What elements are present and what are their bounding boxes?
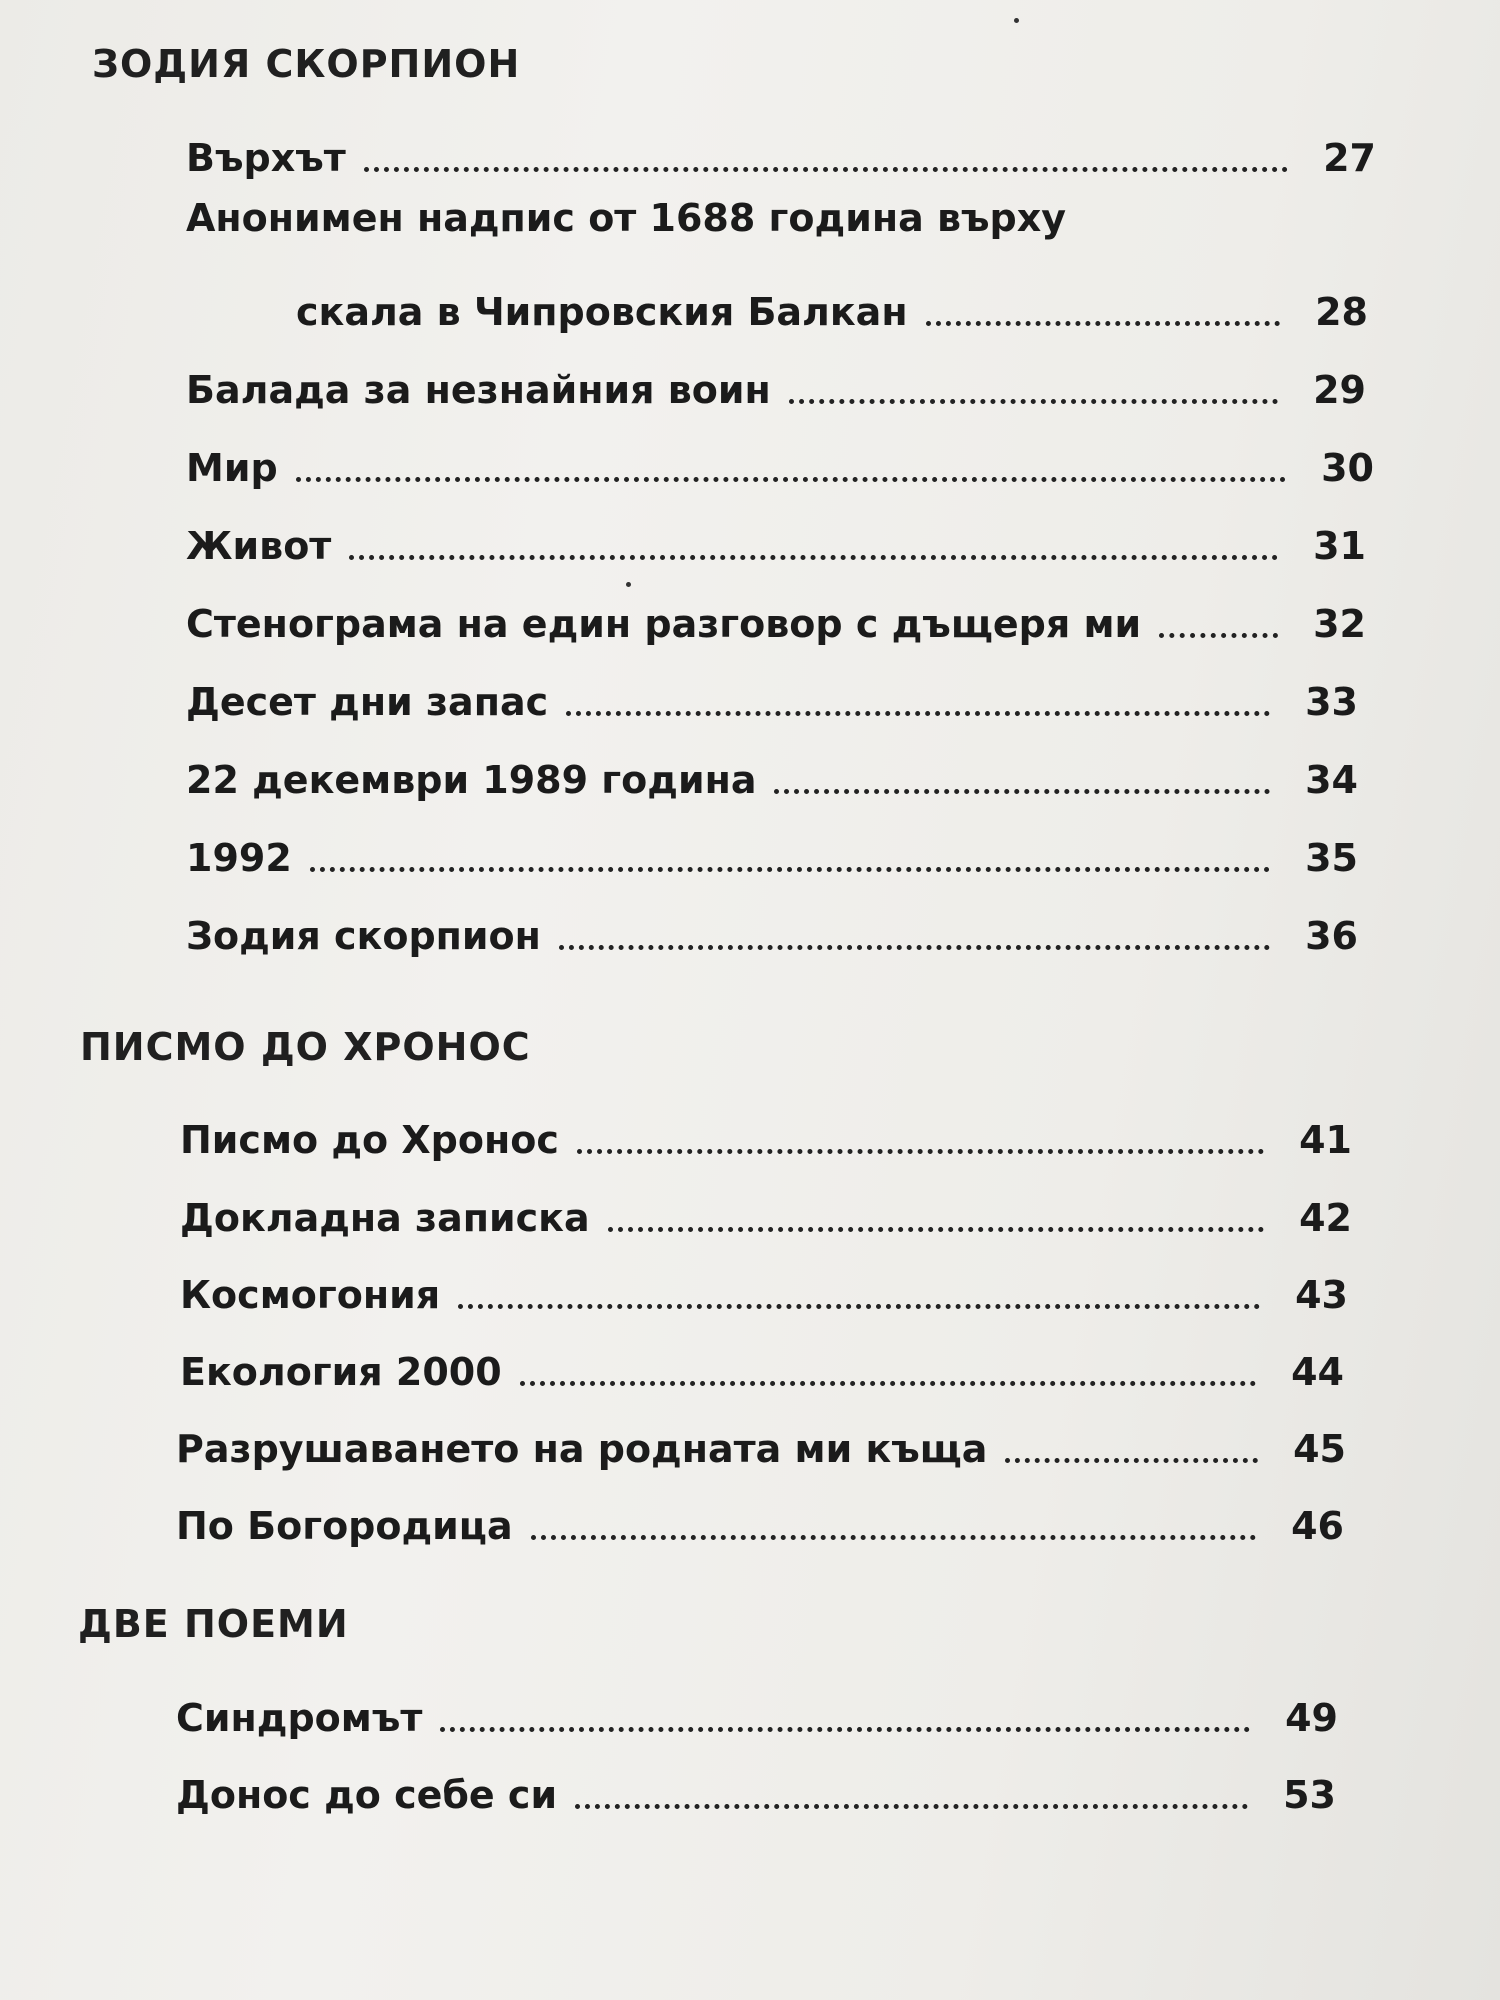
entry-title: 1992 <box>186 836 292 880</box>
entry-page-number: 43 <box>1295 1273 1348 1317</box>
entry-page-number: 53 <box>1283 1773 1336 1817</box>
section-heading: ПИСМО ДО ХРОНОС <box>80 1025 531 1069</box>
toc-entry <box>180 1257 1348 1317</box>
entry-title: Докладна записка <box>180 1196 590 1240</box>
toc-entry <box>180 1180 1352 1240</box>
toc-entry <box>186 430 1374 490</box>
toc-entry <box>186 586 1366 646</box>
toc-entry <box>186 898 1358 958</box>
entry-page-number: 42 <box>1299 1196 1352 1240</box>
entry-page-number: 46 <box>1291 1504 1344 1548</box>
entry-page-number: 30 <box>1321 446 1374 490</box>
entry-page-number: 41 <box>1299 1118 1352 1162</box>
dot-leader <box>789 399 1278 404</box>
section-heading: ДВЕ ПОЕМИ <box>78 1602 349 1646</box>
toc-entry <box>186 820 1358 880</box>
paper-speck <box>626 582 631 587</box>
entry-page-number: 33 <box>1305 680 1358 724</box>
dot-leader <box>1005 1458 1258 1463</box>
entry-title: Върхът <box>186 136 346 180</box>
entry-page-number: 36 <box>1305 914 1358 958</box>
dot-leader <box>608 1227 1264 1232</box>
entry-title: Екология 2000 <box>180 1350 502 1394</box>
entry-page-number: 29 <box>1313 368 1366 412</box>
entry-title: скала в Чипровския Балкан <box>296 290 908 334</box>
entry-page-number: 28 <box>1315 290 1368 334</box>
dot-leader <box>926 321 1280 326</box>
entry-page-number: 45 <box>1293 1427 1346 1471</box>
entry-title: Балада за незнайния воин <box>186 368 771 412</box>
dot-leader <box>575 1804 1248 1809</box>
entry-title: Синдромът <box>176 1696 423 1740</box>
toc-entry <box>180 1102 1352 1162</box>
dot-leader <box>349 555 1278 560</box>
dot-leader <box>440 1727 1250 1732</box>
dot-leader <box>559 945 1270 950</box>
entry-title: Разрушаването на родната ми къща <box>176 1427 988 1471</box>
dot-leader <box>364 167 1288 172</box>
entry-page-number: 44 <box>1291 1350 1344 1394</box>
dot-leader <box>310 867 1270 872</box>
entry-page-number: 49 <box>1285 1696 1338 1740</box>
entry-page-number: 34 <box>1305 758 1358 802</box>
entry-page-number: 35 <box>1305 836 1358 880</box>
dot-leader <box>566 711 1270 716</box>
toc-entry <box>296 274 1368 334</box>
entry-title: Донос до себе си <box>176 1773 558 1817</box>
dot-leader <box>458 1304 1260 1309</box>
toc-entry <box>186 664 1358 724</box>
entry-page-number: 32 <box>1313 602 1366 646</box>
entry-title: Зодия скорпион <box>186 914 541 958</box>
entry-page-number: 31 <box>1313 524 1366 568</box>
toc-entry <box>176 1411 1346 1471</box>
toc-entry <box>176 1488 1344 1548</box>
toc-entry <box>180 1334 1344 1394</box>
toc-entry <box>186 120 1376 180</box>
entry-title: Писмо до Хронос <box>180 1118 559 1162</box>
entry-title: 22 декември 1989 година <box>186 758 757 802</box>
dot-leader <box>531 1535 1256 1540</box>
entry-title: Живот <box>186 524 332 568</box>
entry-title: По Богородица <box>176 1504 513 1548</box>
toc-entry <box>186 352 1366 412</box>
entry-title: Десет дни запас <box>186 680 549 724</box>
dot-leader <box>577 1149 1264 1154</box>
entry-page-number: 27 <box>1323 136 1376 180</box>
section-heading: ЗОДИЯ СКОРПИОН <box>92 42 521 86</box>
dot-leader <box>520 1381 1256 1386</box>
dot-leader <box>296 477 1286 482</box>
entry-title: Стенограма на един разговор с дъщеря ми <box>186 602 1142 646</box>
entry-title-line: Анонимен надпис от 1688 година върху <box>186 196 1067 240</box>
entry-title: Космогония <box>180 1273 441 1317</box>
toc-entry <box>176 1757 1336 1817</box>
dot-leader <box>774 789 1270 794</box>
dot-leader <box>1159 633 1278 638</box>
toc-entry <box>186 742 1358 802</box>
toc-entry <box>176 1680 1338 1740</box>
paper-speck <box>1014 18 1019 23</box>
entry-title: Мир <box>186 446 278 490</box>
toc-entry <box>186 508 1366 568</box>
